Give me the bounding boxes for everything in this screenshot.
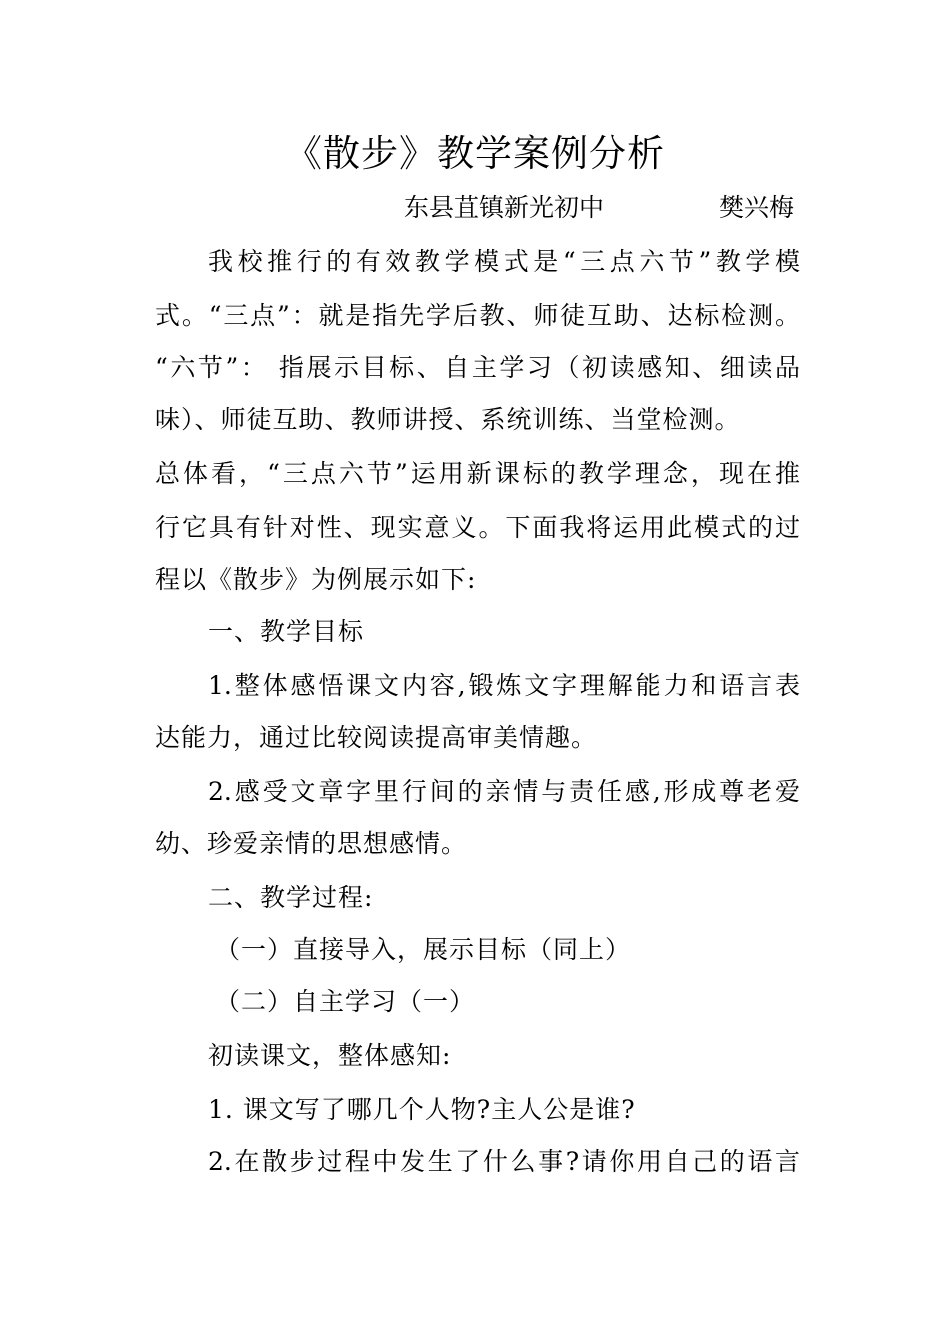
paragraph-line: 行它具有针对性、现实意义。下面我将运用此模式的过 — [155, 513, 800, 542]
paragraph-line: 我校推行的有效教学模式是“三点六节”教学模 — [208, 247, 800, 276]
paragraph-line: 味）、师徒互助、教师讲授、系统训练、当堂检测。 — [155, 405, 741, 434]
subsection-heading: （二）自主学习（一） — [215, 987, 476, 1016]
paragraph-line: 初读课文，整体感知: — [208, 1041, 452, 1070]
paragraph-line: 程以《散步》为例展示如下: — [155, 565, 477, 594]
paragraph-line: “六节”： 指展示目标、自主学习（初读感知、细读品 — [155, 353, 800, 382]
paragraph-line: 总体看，“三点六节”运用新课标的教学理念，现在推 — [155, 459, 800, 488]
list-item: 1.整体感悟课文内容,锻炼文字理解能力和语言表 — [208, 671, 800, 700]
list-item: 1. 课文写了哪几个人物?主人公是谁? — [208, 1095, 636, 1124]
document-title: 《散步》教学案例分析 — [285, 132, 665, 175]
paragraph-line: 式。“三点”：就是指先学后教、师徒互助、达标检测。 — [155, 301, 800, 330]
subsection-heading: （一）直接导入，展示目标（同上） — [215, 935, 632, 964]
author-name: 樊兴梅 — [719, 193, 795, 222]
section-heading: 一、教学目标 — [208, 617, 365, 646]
list-item: 2.感受文章字里行间的亲情与责任感,形成尊老爱 — [208, 777, 800, 806]
section-heading: 二、教学过程: — [208, 883, 374, 912]
list-item-continuation: 幼、珍爱亲情的思想感情。 — [155, 829, 468, 858]
school-name: 东县苴镇新光初中 — [404, 193, 605, 222]
list-item-continuation: 达能力，通过比较阅读提高审美情趣。 — [155, 723, 598, 752]
list-item: 2.在散步过程中发生了什么事?请你用自己的语言 — [208, 1147, 800, 1176]
